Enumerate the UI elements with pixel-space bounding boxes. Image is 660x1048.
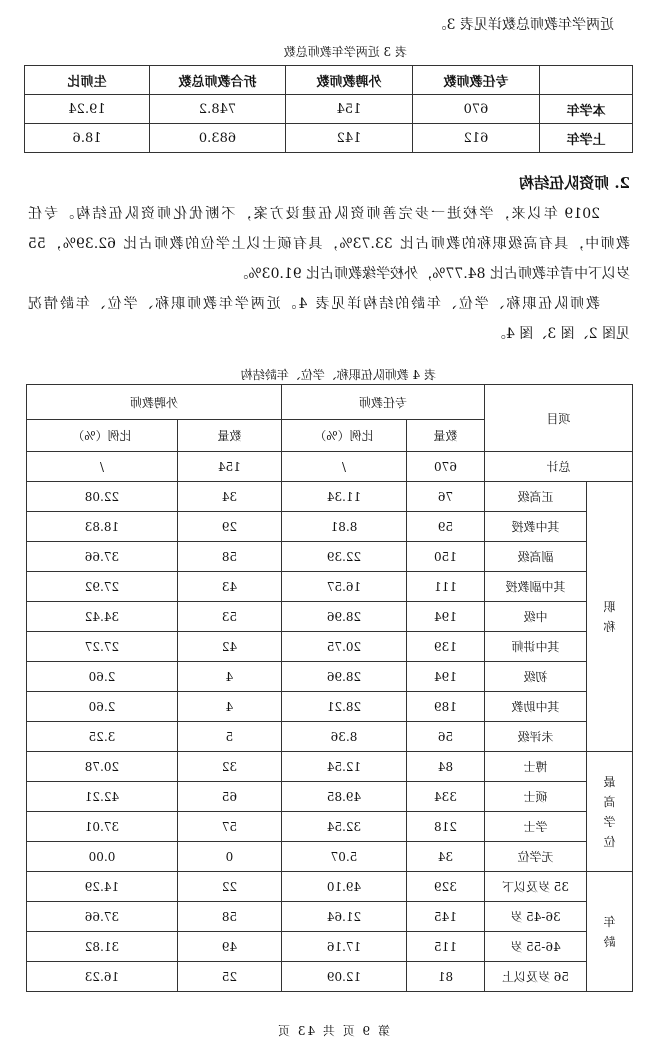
table4-cell: 194 [406,602,484,632]
table3-header-cell: 生师比 [25,66,150,95]
table4-cell: / [281,452,406,482]
table4-cell: 56 [406,722,484,752]
row-label: 无学位 [484,842,586,872]
group-label-text: 年龄 [603,914,616,949]
table4-cell: 18.83 [26,512,177,542]
table3-header-cell: 外聘教师数 [286,66,413,95]
row-label: 硕士 [484,782,586,812]
row-label: 56 岁及以上 [484,962,586,992]
table4-cell: 12.09 [281,962,406,992]
table4-cell: 2.60 [26,662,177,692]
table4-row [26,812,632,842]
table4-cell: 334 [406,782,484,812]
group-label [587,752,633,872]
table4-cell: 5.07 [281,842,406,872]
table4-cell: 34.42 [26,602,177,632]
intro-line: 近两学年教师总数详见表 3。 [432,17,614,33]
table4-cell: 59 [406,512,484,542]
row-label: 46-55 岁 [484,932,586,962]
table4-cell: 22.39 [281,542,406,572]
fulltime-header: 专任教师 [281,385,484,420]
table4-cell: 670 [406,452,484,482]
table3-row [25,95,633,124]
table3-row [25,124,633,153]
total-row [26,452,632,482]
table4-cell: 16.57 [281,572,406,602]
table4-cell: 43 [177,572,281,602]
table4-body [26,482,632,992]
para2-line: 教师队伍职称、学位、年龄的结构详见表 4。近两学年教师职称、学位、年龄情况 [28,296,600,312]
table4-cell: 27.27 [26,632,177,662]
row-label: 其中助教 [484,692,586,722]
count-header: 数量 [406,420,484,452]
table4-cell: 22 [177,872,281,902]
table4-cell: 3.25 [26,722,177,752]
table4-cell: 0 [177,842,281,872]
table4-cell: 58 [177,542,281,572]
table4-cell: 32 [177,752,281,782]
ratio-header: 比例（%） [281,420,406,452]
table4-row [26,602,632,632]
table4-cell: / [26,452,177,482]
row-label: 中级 [484,602,586,632]
table4-cell: 14.29 [26,872,177,902]
table4-cell: 154 [177,452,281,482]
table4-cell: 37.01 [26,812,177,842]
table4-cell: 2.60 [26,692,177,722]
table3-header-row [25,66,633,95]
table4-cell: 115 [406,932,484,962]
table4-cell: 76 [406,482,484,512]
row-label: 学士 [484,812,586,842]
table4-cell: 49.10 [281,872,406,902]
table4-cell: 34 [177,482,281,512]
table4-cell: 8.36 [281,722,406,752]
table4-cell: 49 [177,932,281,962]
row-label: 其中讲师 [484,632,586,662]
table4-cell: 25 [177,962,281,992]
table4-row [26,632,632,662]
table4-cell: 21.64 [281,902,406,932]
table4-row [26,842,632,872]
table4-cell: 58 [177,902,281,932]
row-label: 其中教授 [484,512,586,542]
item-header: 项目 [484,385,632,452]
table4-cell: 37.66 [26,542,177,572]
table4-row [26,482,632,512]
table3-caption: 表 3 近两学年教师总数 [283,45,407,59]
row-label: 初级 [484,662,586,692]
table4-cell: 28.21 [281,692,406,722]
table3 [24,65,633,153]
table3-cell: 19.24 [25,95,150,124]
table4-row [26,692,632,722]
table4-cell: 17.16 [281,932,406,962]
row-label: 未评级 [484,722,586,752]
table4-cell: 34 [406,842,484,872]
table4-caption: 表 4 教师队伍职称、学位、年龄结构 [240,368,436,382]
table3-header-cell: 折合教师总数 [150,66,286,95]
group-label [587,872,633,992]
table4-cell: 22.08 [26,482,177,512]
table4-cell: 57 [177,812,281,842]
table3-row-label: 本学年 [540,95,633,124]
table4-cell: 27.92 [26,572,177,602]
row-label: 其中副教授 [484,572,586,602]
table4-cell: 4 [177,692,281,722]
table4-row [26,512,632,542]
table3-cell: 670 [413,95,540,124]
group-label-text: 职称 [603,599,616,634]
table4-cell: 42 [177,632,281,662]
table4-cell: 329 [406,872,484,902]
table3-cell: 154 [286,95,413,124]
table4 [26,384,633,992]
table4-row [26,932,632,962]
table4-cell: 8.81 [281,512,406,542]
table3-header-cell [540,66,633,95]
table4-cell: 31.82 [26,932,177,962]
table3-cell: 18.6 [25,124,150,153]
row-label: 36-45 岁 [484,902,586,932]
table4-cell: 84 [406,752,484,782]
table4-row [26,902,632,932]
table3-cell: 683.0 [150,124,286,153]
table4-cell: 32.54 [281,812,406,842]
table3-row-label: 上学年 [540,124,633,153]
table4-cell: 16.23 [26,962,177,992]
table4-cell: 194 [406,662,484,692]
table4-row [26,662,632,692]
table4-cell: 218 [406,812,484,842]
row-label: 35 岁及以下 [484,872,586,902]
para1-line: 2019 年以来，学校进一步完善师资队伍建设方案，不断优化师资队伍结构。专任 [28,206,600,222]
para1-line: 教师中，具有高级职称的教师占比 33.73%，具有硕士以上学位的教师占比 62.39%，55 [28,236,630,252]
table4-row [26,872,632,902]
table4-cell: 111 [406,572,484,602]
table4-cell: 145 [406,902,484,932]
table4-row [26,782,632,812]
table4-cell: 65 [177,782,281,812]
table4-row [26,752,632,782]
ratio-header: 比例（%） [26,420,177,452]
table4-cell: 189 [406,692,484,722]
para1-line: 岁以下中青年教师占比 84.77%，外校学缘教师占比 91.03%。 [234,266,630,282]
table4-cell: 4 [177,662,281,692]
table4-cell: 49.85 [281,782,406,812]
group-label-text: 最高学位 [603,774,616,849]
table4-cell: 20.75 [281,632,406,662]
group-label [587,482,633,752]
row-label: 副高级 [484,542,586,572]
table4-row [26,572,632,602]
table4-cell: 0.00 [26,842,177,872]
table4-cell: 53 [177,602,281,632]
table4-cell: 5 [177,722,281,752]
table4-cell: 20.78 [26,752,177,782]
table4-header-row [26,385,632,420]
table4-cell: 29 [177,512,281,542]
table4-cell: 81 [406,962,484,992]
table3-cell: 142 [286,124,413,153]
table4-cell: 12.54 [281,752,406,782]
table4-cell: 28.96 [281,602,406,632]
table4-cell: 42.21 [26,782,177,812]
external-header: 外聘教师 [26,385,281,420]
table4-row [26,542,632,572]
section-heading: 2. 师资队伍结构 [519,174,630,192]
table4-cell: 150 [406,542,484,572]
row-label: 博士 [484,752,586,782]
table4-row [26,962,632,992]
table4-cell: 11.34 [281,482,406,512]
table4-cell: 28.96 [281,662,406,692]
para2-line: 见图 2、图 3、图 4。 [491,326,630,342]
table4-cell: 139 [406,632,484,662]
table4-row [26,722,632,752]
table4-cell: 37.66 [26,902,177,932]
table3-header-cell: 专任教师数 [413,66,540,95]
table3-cell: 612 [413,124,540,153]
count-header: 数量 [177,420,281,452]
page-footer: 第 9 页 共 43 页 [276,1024,390,1038]
total-label: 总计 [484,452,632,482]
row-label: 正高级 [484,482,586,512]
table3-cell: 748.2 [150,95,286,124]
